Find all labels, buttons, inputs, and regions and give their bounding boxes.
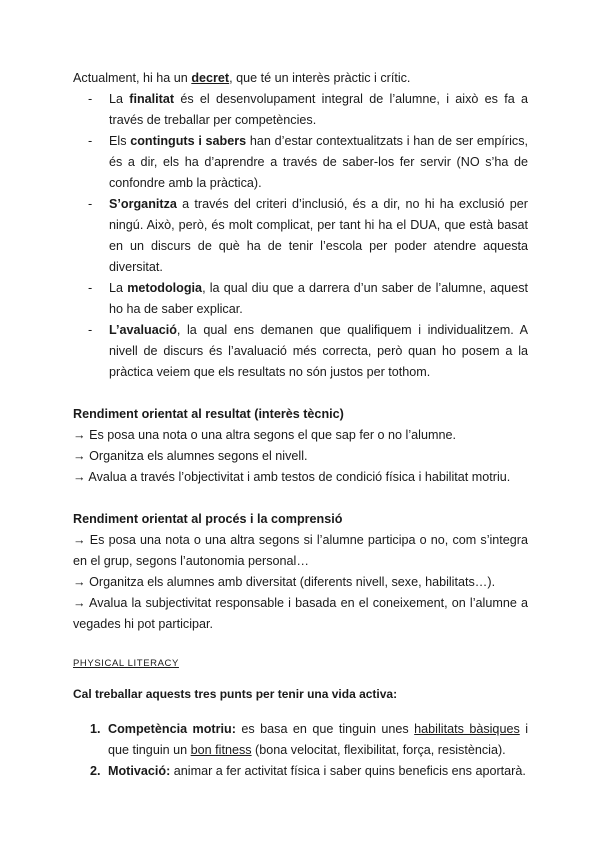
- bullet-keyword: S’organitza: [109, 197, 177, 211]
- section-title-process: Rendiment orientat al procés i la comprensió: [73, 512, 343, 526]
- underlined-term: habilitats bàsiques: [414, 722, 520, 736]
- list-item: 2. Motivació: animar a fer activitat física i saber quins beneficis ens aportarà.: [73, 761, 528, 782]
- item-label: Motivació:: [108, 764, 171, 778]
- arrow-line: → Es posa una nota o una altra segons el que sap fer o no l’alumne.: [73, 428, 456, 442]
- intro-prefix: Actualment, hi ha un: [73, 71, 192, 85]
- item-number: 1.: [90, 722, 101, 736]
- item-number: 2.: [90, 764, 101, 778]
- bullet-keyword: metodologia: [127, 281, 203, 295]
- arrow-line: → Avalua la subjectivitat responsable i basada en el coneixement, on l’alumne a vegades hi pot participar.: [73, 596, 528, 631]
- list-item: - S’organitza a través del criteri d’inclusió, és a dir, no hi ha exclusió per ningú. Això, però, és molt complicat, per tant hi ha el DUA, que està basat en un discurs de què ha de tenir l’escola per poder atendre aquesta diversitat.: [73, 194, 528, 278]
- bullet-keyword: finalitat: [129, 92, 175, 106]
- list-item: - Els continguts i sabers han d’estar contextualitzats i han de ser empírics, és a dir, els ha d’aprendre a través de saber-los fer servir (NO s’ha de confondre amb la pràctica).: [73, 131, 528, 194]
- intro-suffix: , que té un interès pràctic i crític.: [229, 71, 411, 85]
- document-page: [73, 68, 528, 782]
- list-item: - La metodologia, la qual diu que a darrera d’un saber de l’alumne, aquest ho ha de saber explicar.: [73, 278, 528, 320]
- bullet-keyword: continguts i sabers: [130, 134, 247, 148]
- list-item: - L’avaluació, la qual ens demanen que qualifiquem i individualitzem. A nivell de discurs és l’avaluació més correcta, però quan ho posem a la pràctica veiem que els resultats no són justos per tothom.: [73, 320, 528, 383]
- physical-literacy-heading: PHYSICAL LITERACY: [73, 658, 179, 669]
- section-title-result: Rendiment orientat al resultat (interès tècnic): [73, 407, 344, 421]
- arrow-line: → Es posa una nota o una altra segons si l’alumne participa o no, com s’integra en el grup, segons l’autonomia personal…: [73, 533, 528, 568]
- decret-keyword: decret: [191, 71, 230, 85]
- numbered-list: [73, 719, 528, 782]
- list-item: - La finalitat és el desenvolupament integral de l’alumne, i això es fa a través de treballar per competències.: [73, 89, 528, 131]
- intro-paragraph: [73, 68, 528, 89]
- arrow-line: → Avalua a través l’objectivitat i amb testos de condició física i habilitat motriu.: [73, 470, 511, 484]
- item-label: Competència motriu:: [108, 722, 236, 736]
- list-item: 1. Competència motriu: es basa en que tinguin unes habilitats bàsiques i que tinguin un bon fitness (bona velocitat, flexibilitat, força, resistència).: [73, 719, 528, 761]
- arrow-line: → Organitza els alumnes segons el nivell.: [73, 449, 308, 463]
- underlined-term: bon fitness: [190, 743, 252, 757]
- dash-list: [73, 89, 528, 383]
- arrow-line: → Organitza els alumnes amb diversitat (diferents nivell, sexe, habilitats…).: [73, 575, 496, 589]
- bullet-keyword: L’avaluació: [109, 323, 177, 337]
- physical-literacy-subtitle: Cal treballar aquests tres punts per tenir una vida activa:: [73, 687, 398, 701]
